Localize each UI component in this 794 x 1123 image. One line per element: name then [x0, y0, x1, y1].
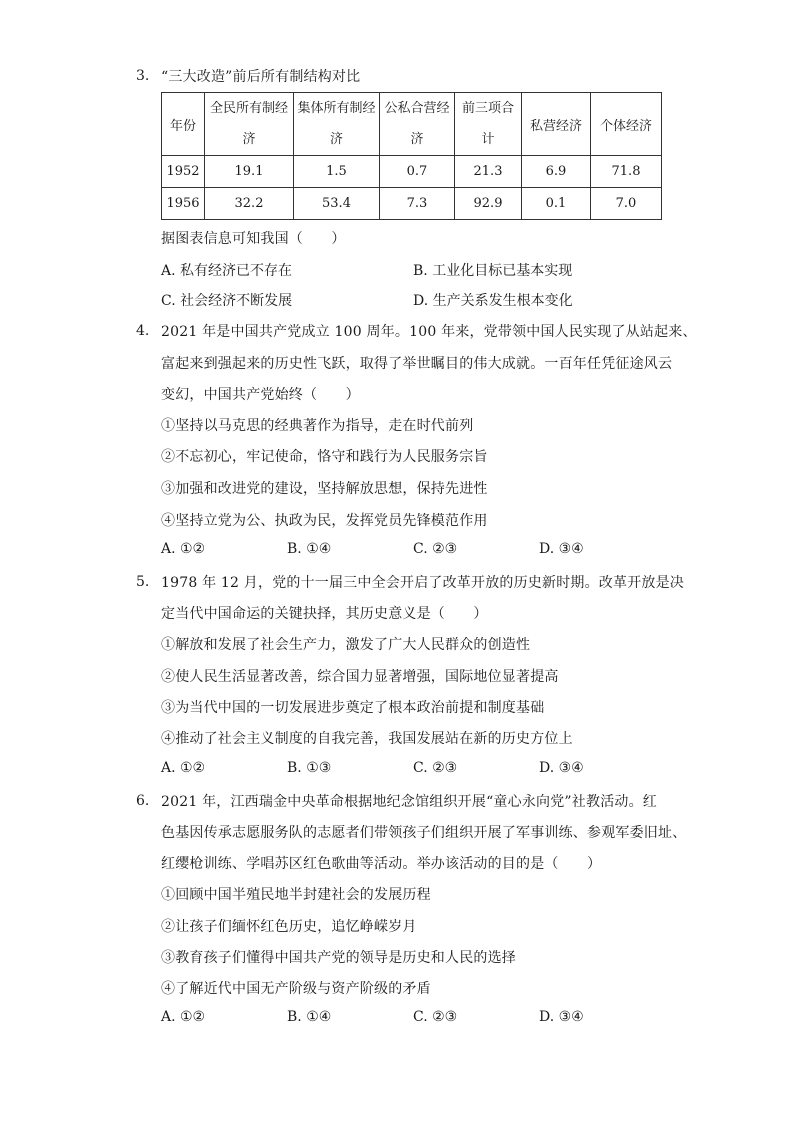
table-cell: 71.8 [591, 156, 662, 188]
table-cell: 7.0 [591, 188, 662, 220]
statement-item: ④坚持立党为公、执政为民，发挥党员先锋模范作用 [161, 513, 488, 529]
header-cell: 年份 [162, 93, 205, 156]
option-c: C. ②③ [413, 1009, 458, 1025]
statement-item: ①解放和发展了社会生产力，激发了广大人民群众的创造性 [161, 637, 531, 653]
header-cell: 全民所有制经 济 [205, 93, 294, 156]
table-cell: 6.9 [522, 156, 591, 188]
table-cell: 92.9 [455, 188, 522, 220]
statement-item: ③为当代中国的一切发展进步奠定了根本政治前提和制度基础 [161, 700, 545, 716]
option-c: C. 社会经济不断发展 [161, 293, 293, 309]
table-cell: 21.3 [455, 156, 522, 188]
table-title: “三大改造”前后所有制结构对比 [161, 69, 361, 85]
table-row [162, 156, 662, 188]
table-cell: 1.5 [294, 156, 380, 188]
table-cell: 19.1 [205, 156, 294, 188]
statement-item: ①坚持以马克思的经典著作为指导，走在时代前列 [161, 418, 474, 434]
option-c: C. ②③ [413, 541, 458, 557]
header-cell: 个体经济 [591, 93, 662, 156]
option-a: A. ①② [161, 541, 206, 557]
table-cell: 1952 [162, 156, 205, 188]
option-a: A. ①② [161, 760, 206, 776]
statement-item: ①回顾中国半殖民地半封建社会的发展历程 [161, 887, 431, 903]
table-row [162, 188, 662, 220]
option-b: B. ①③ [287, 760, 332, 776]
option-d: D. ③④ [539, 1009, 584, 1025]
table-cell: 0.1 [522, 188, 591, 220]
statement-item: ②不忘初心，牢记使命，恪守和践行为人民服务宗旨 [161, 449, 488, 465]
statement-item: ③加强和改进党的建设，坚持解放思想，保持先进性 [161, 481, 488, 497]
table-header-row [162, 93, 662, 156]
table-cell: 0.7 [380, 156, 455, 188]
option-d: D. 生产关系发生根本变化 [413, 293, 573, 309]
question-text-line: 2021 年，江西瑞金中央革命根据地纪念馆组织开展“童心永向党”社教活动。红 [161, 794, 657, 810]
option-b: B. ①④ [287, 541, 332, 557]
header-cell: 私营经济 [522, 93, 591, 156]
table-cell: 7.3 [380, 188, 455, 220]
statement-item: ③教育孩子们懂得中国共产党的领导是历史和人民的选择 [161, 950, 516, 966]
question-text-line: 富起来到强起来的历史性飞跃，取得了举世瞩目的伟大成就。一百年任凭征途风云 [161, 356, 673, 372]
statement-item: ②使人民生活显著改善，综合国力显著增强，国际地位显著提高 [161, 669, 559, 685]
option-c: C. ②③ [413, 760, 458, 776]
table-cell: 32.2 [205, 188, 294, 220]
option-a: A. 私有经济已不存在 [161, 263, 293, 279]
statement-item: ④推动了社会主义制度的自我完善，我国发展站在新的历史方位上 [161, 731, 573, 747]
question-text-line: 2021 年是中国共产党成立 100 周年。100 年来，党带领中国人民实现了从站起来、 [161, 324, 697, 340]
option-b: B. ①④ [287, 1009, 332, 1025]
statement-item: ②让孩子们缅怀红色历史，追忆峥嵘岁月 [161, 919, 417, 935]
ownership-table [161, 92, 662, 220]
option-d: D. ③④ [539, 541, 584, 557]
question-number: 6. [136, 793, 150, 809]
question-text-line: 色基因传承志愿服务队的志愿者们带领孩子们组织开展了军事训练、参观军委旧址、 [161, 825, 687, 841]
option-b: B. 工业化目标已基本实现 [413, 263, 573, 279]
question-text-line: 变幻，中国共产党始终（ ） [161, 387, 360, 403]
question-number: 3. [136, 68, 150, 84]
question-number: 4. [136, 323, 150, 339]
table-cell: 53.4 [294, 188, 380, 220]
option-d: D. ③④ [539, 760, 584, 776]
question-text-line: 定当代中国命运的关键抉择，其历史意义是（ ） [161, 606, 488, 622]
question-number: 5. [136, 574, 150, 590]
header-cell: 前三项合 计 [455, 93, 522, 156]
question-stem: 据图表信息可知我国（ ） [161, 231, 346, 247]
question-text-line: 红缨枪训练、学唱苏区红色歌曲等活动。举办该活动的目的是（ ） [161, 856, 602, 872]
question-text-line: 1978 年 12 月，党的十一届三中全会开启了改革开放的历史新时期。改革开放是决 [161, 575, 684, 591]
table-cell: 1956 [162, 188, 205, 220]
header-cell: 集体所有制经 济 [294, 93, 380, 156]
header-cell: 公私合营经 济 [380, 93, 455, 156]
statement-item: ④了解近代中国无产阶级与资产阶级的矛盾 [161, 981, 431, 997]
option-a: A. ①② [161, 1009, 206, 1025]
